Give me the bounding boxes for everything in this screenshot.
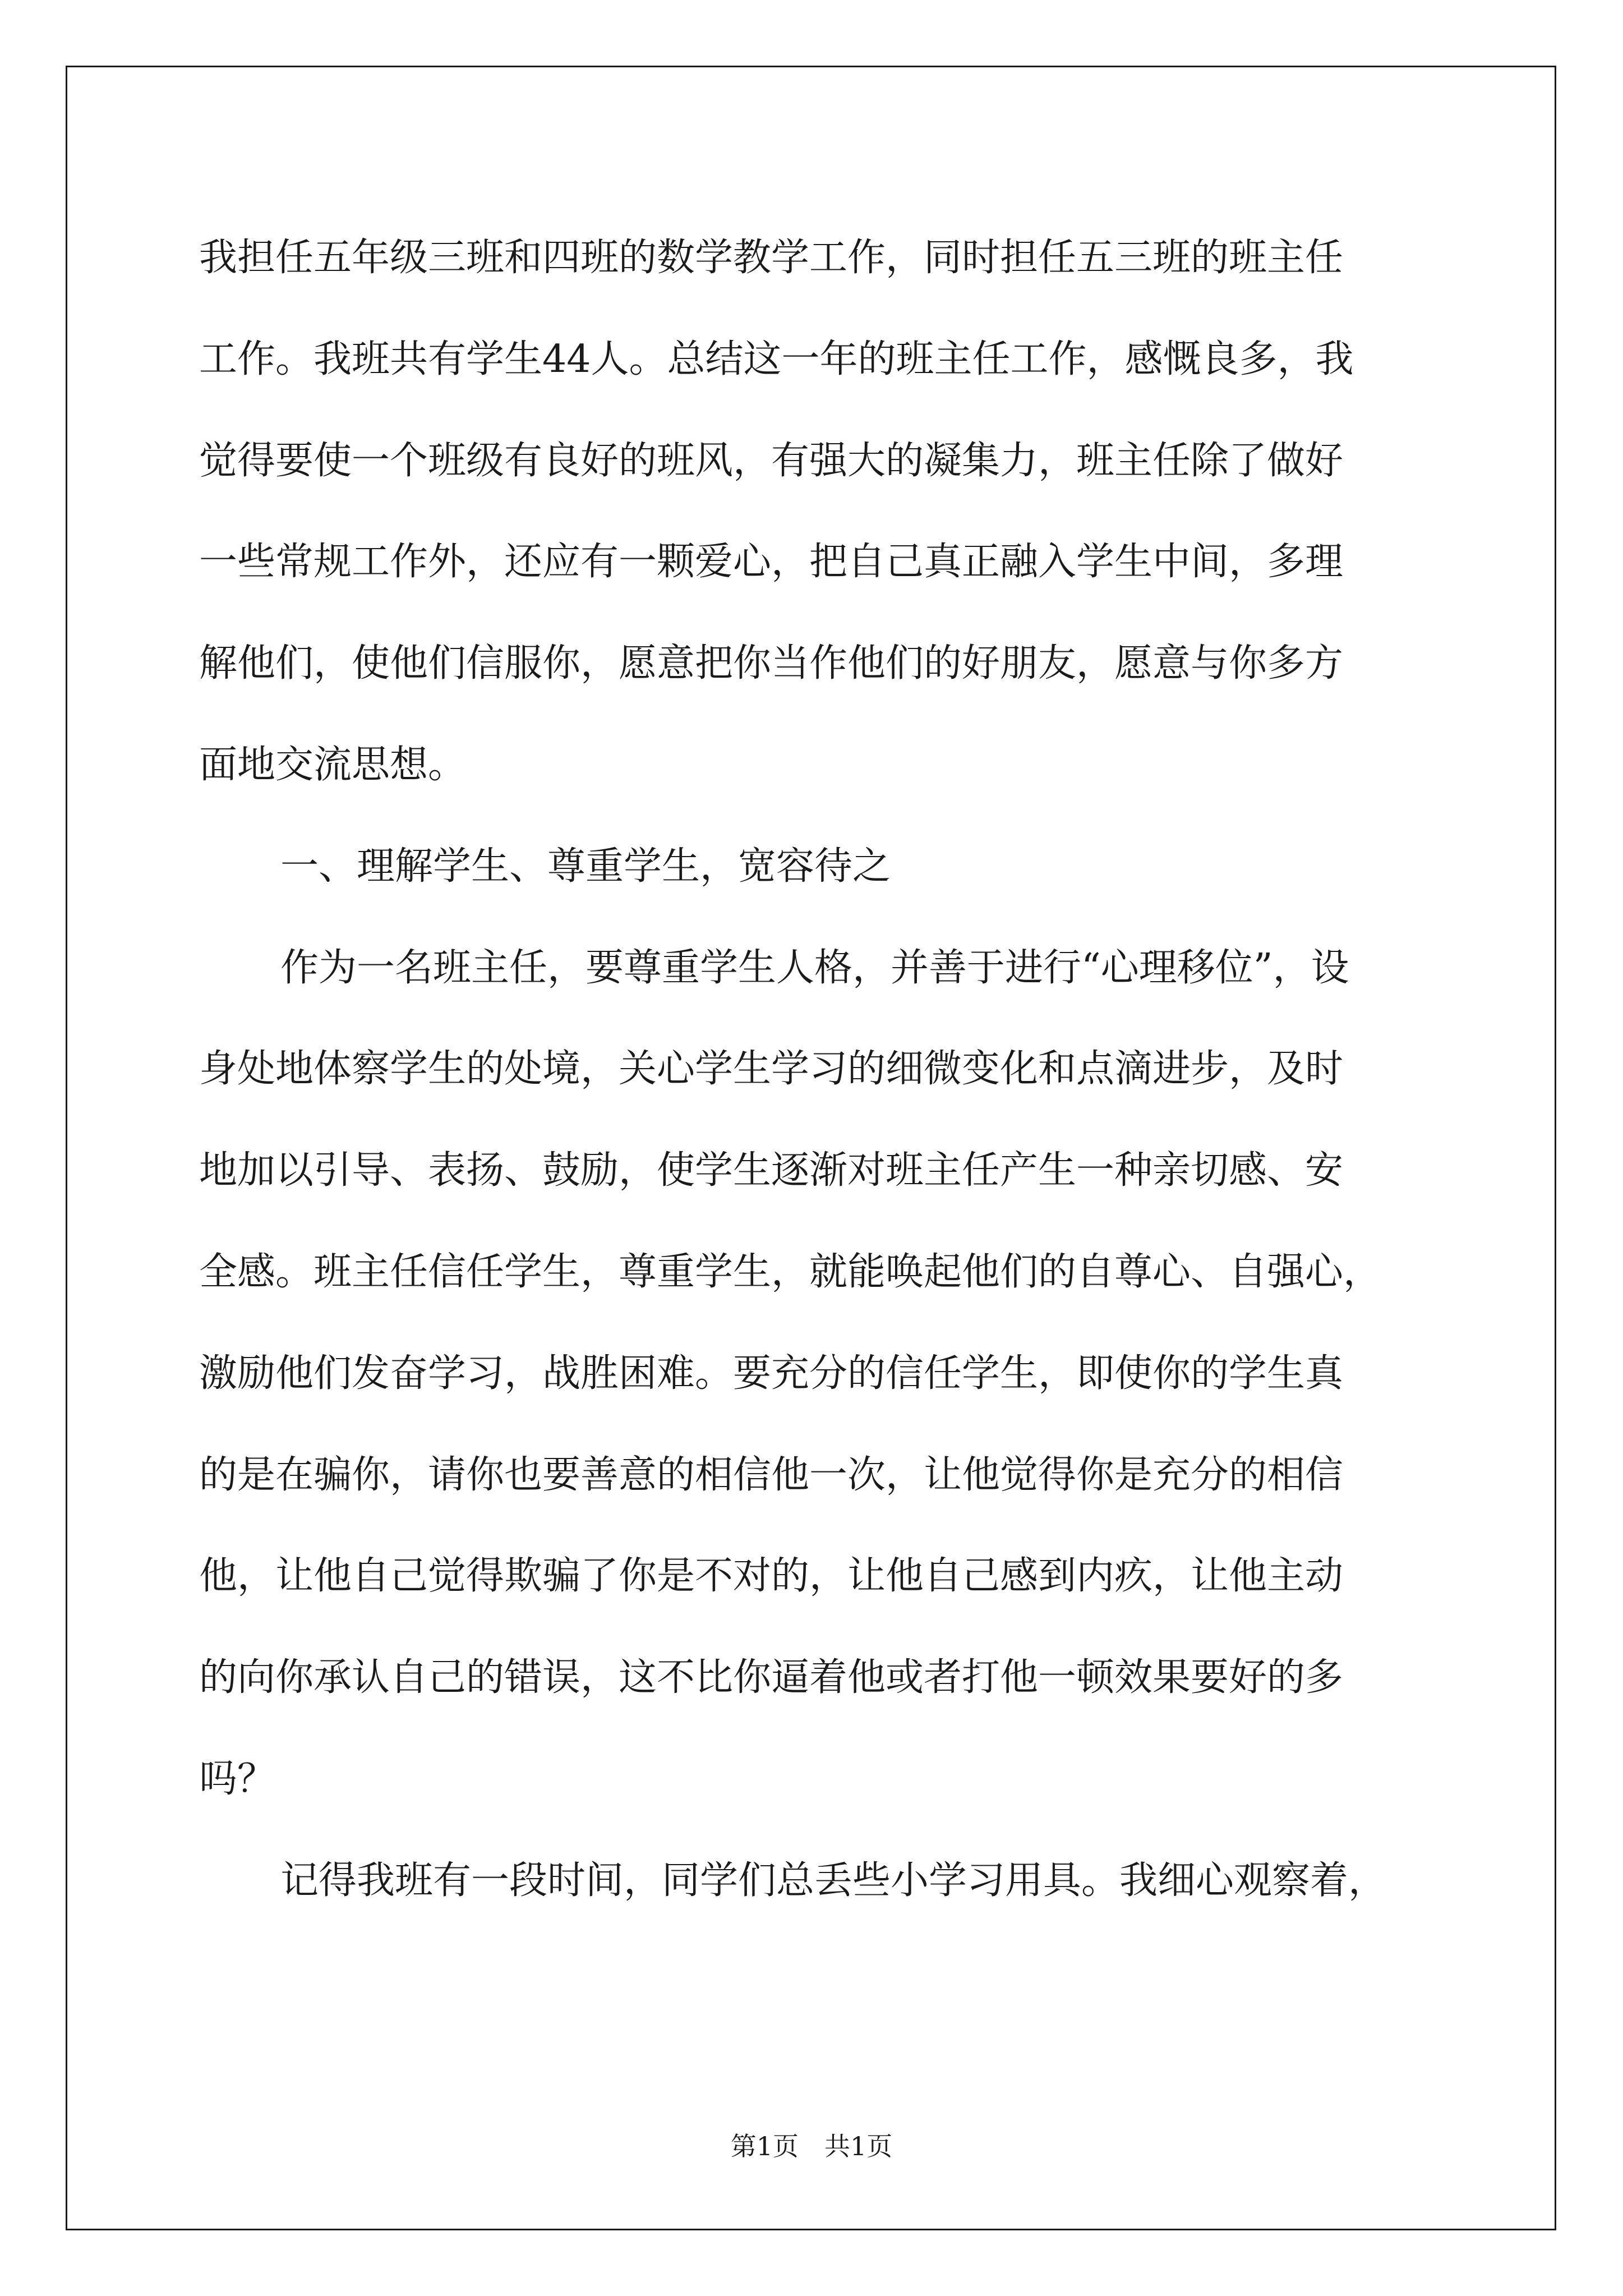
text-line: 的是在骗你，请你也要善意的相信他一次，让他觉得你是充分的相信 xyxy=(199,1452,1344,1497)
text-line: 他，让他自己觉得欺骗了你是不对的，让他自己感到内疚，让他主动 xyxy=(199,1554,1344,1599)
text-line: 激励他们发奋学习，战胜困难。要充分的信任学生，即使你的学生真 xyxy=(199,1351,1344,1396)
text-line: 作为一名班主任，要尊重学生人格，并善于进行“心理移位”，设 xyxy=(280,945,1349,990)
text-line: 工作。我班共有学生44人。总结这一年的班主任工作，感慨良多，我 xyxy=(199,337,1354,381)
document-body xyxy=(199,208,1467,1932)
text-line: 记得我班有一段时间，同学们总丢些小学习用具。我细心观察着， xyxy=(280,1858,1387,1903)
text-line: 的向你承认自己的错误，这不比你逼着他或者打他一顿效果要好的多 xyxy=(199,1655,1344,1700)
text-line: 觉得要使一个班级有良好的班风，有强大的凝集力，班主任除了做好 xyxy=(199,438,1344,483)
text-line: 全感。班主任信任学生，尊重学生，就能唤起他们的自尊心、自强心， xyxy=(199,1249,1382,1294)
text-line: 解他们，使他们信服你，愿意把你当作他们的好朋友，愿意与你多方 xyxy=(199,641,1344,686)
text-line: 面地交流思想。 xyxy=(199,742,467,787)
text-line: 身处地体察学生的处境，关心学生学习的细微变化和点滴进步，及时 xyxy=(199,1047,1344,1092)
text-line: 吗？ xyxy=(199,1756,276,1801)
text-line: 一些常规工作外，还应有一颗爱心，把自己真正融入学生中间，多理 xyxy=(199,540,1344,585)
page-footer: 第1页 共1页 xyxy=(730,2131,893,2161)
text-line: 我担任五年级三班和四班的数学教学工作，同时担任五三班的班主任 xyxy=(199,236,1344,280)
section-heading: 一、理解学生、尊重学生，宽容待之 xyxy=(280,844,891,889)
text-line: 地加以引导、表扬、鼓励，使学生逐渐对班主任产生一种亲切感、安 xyxy=(199,1148,1344,1193)
